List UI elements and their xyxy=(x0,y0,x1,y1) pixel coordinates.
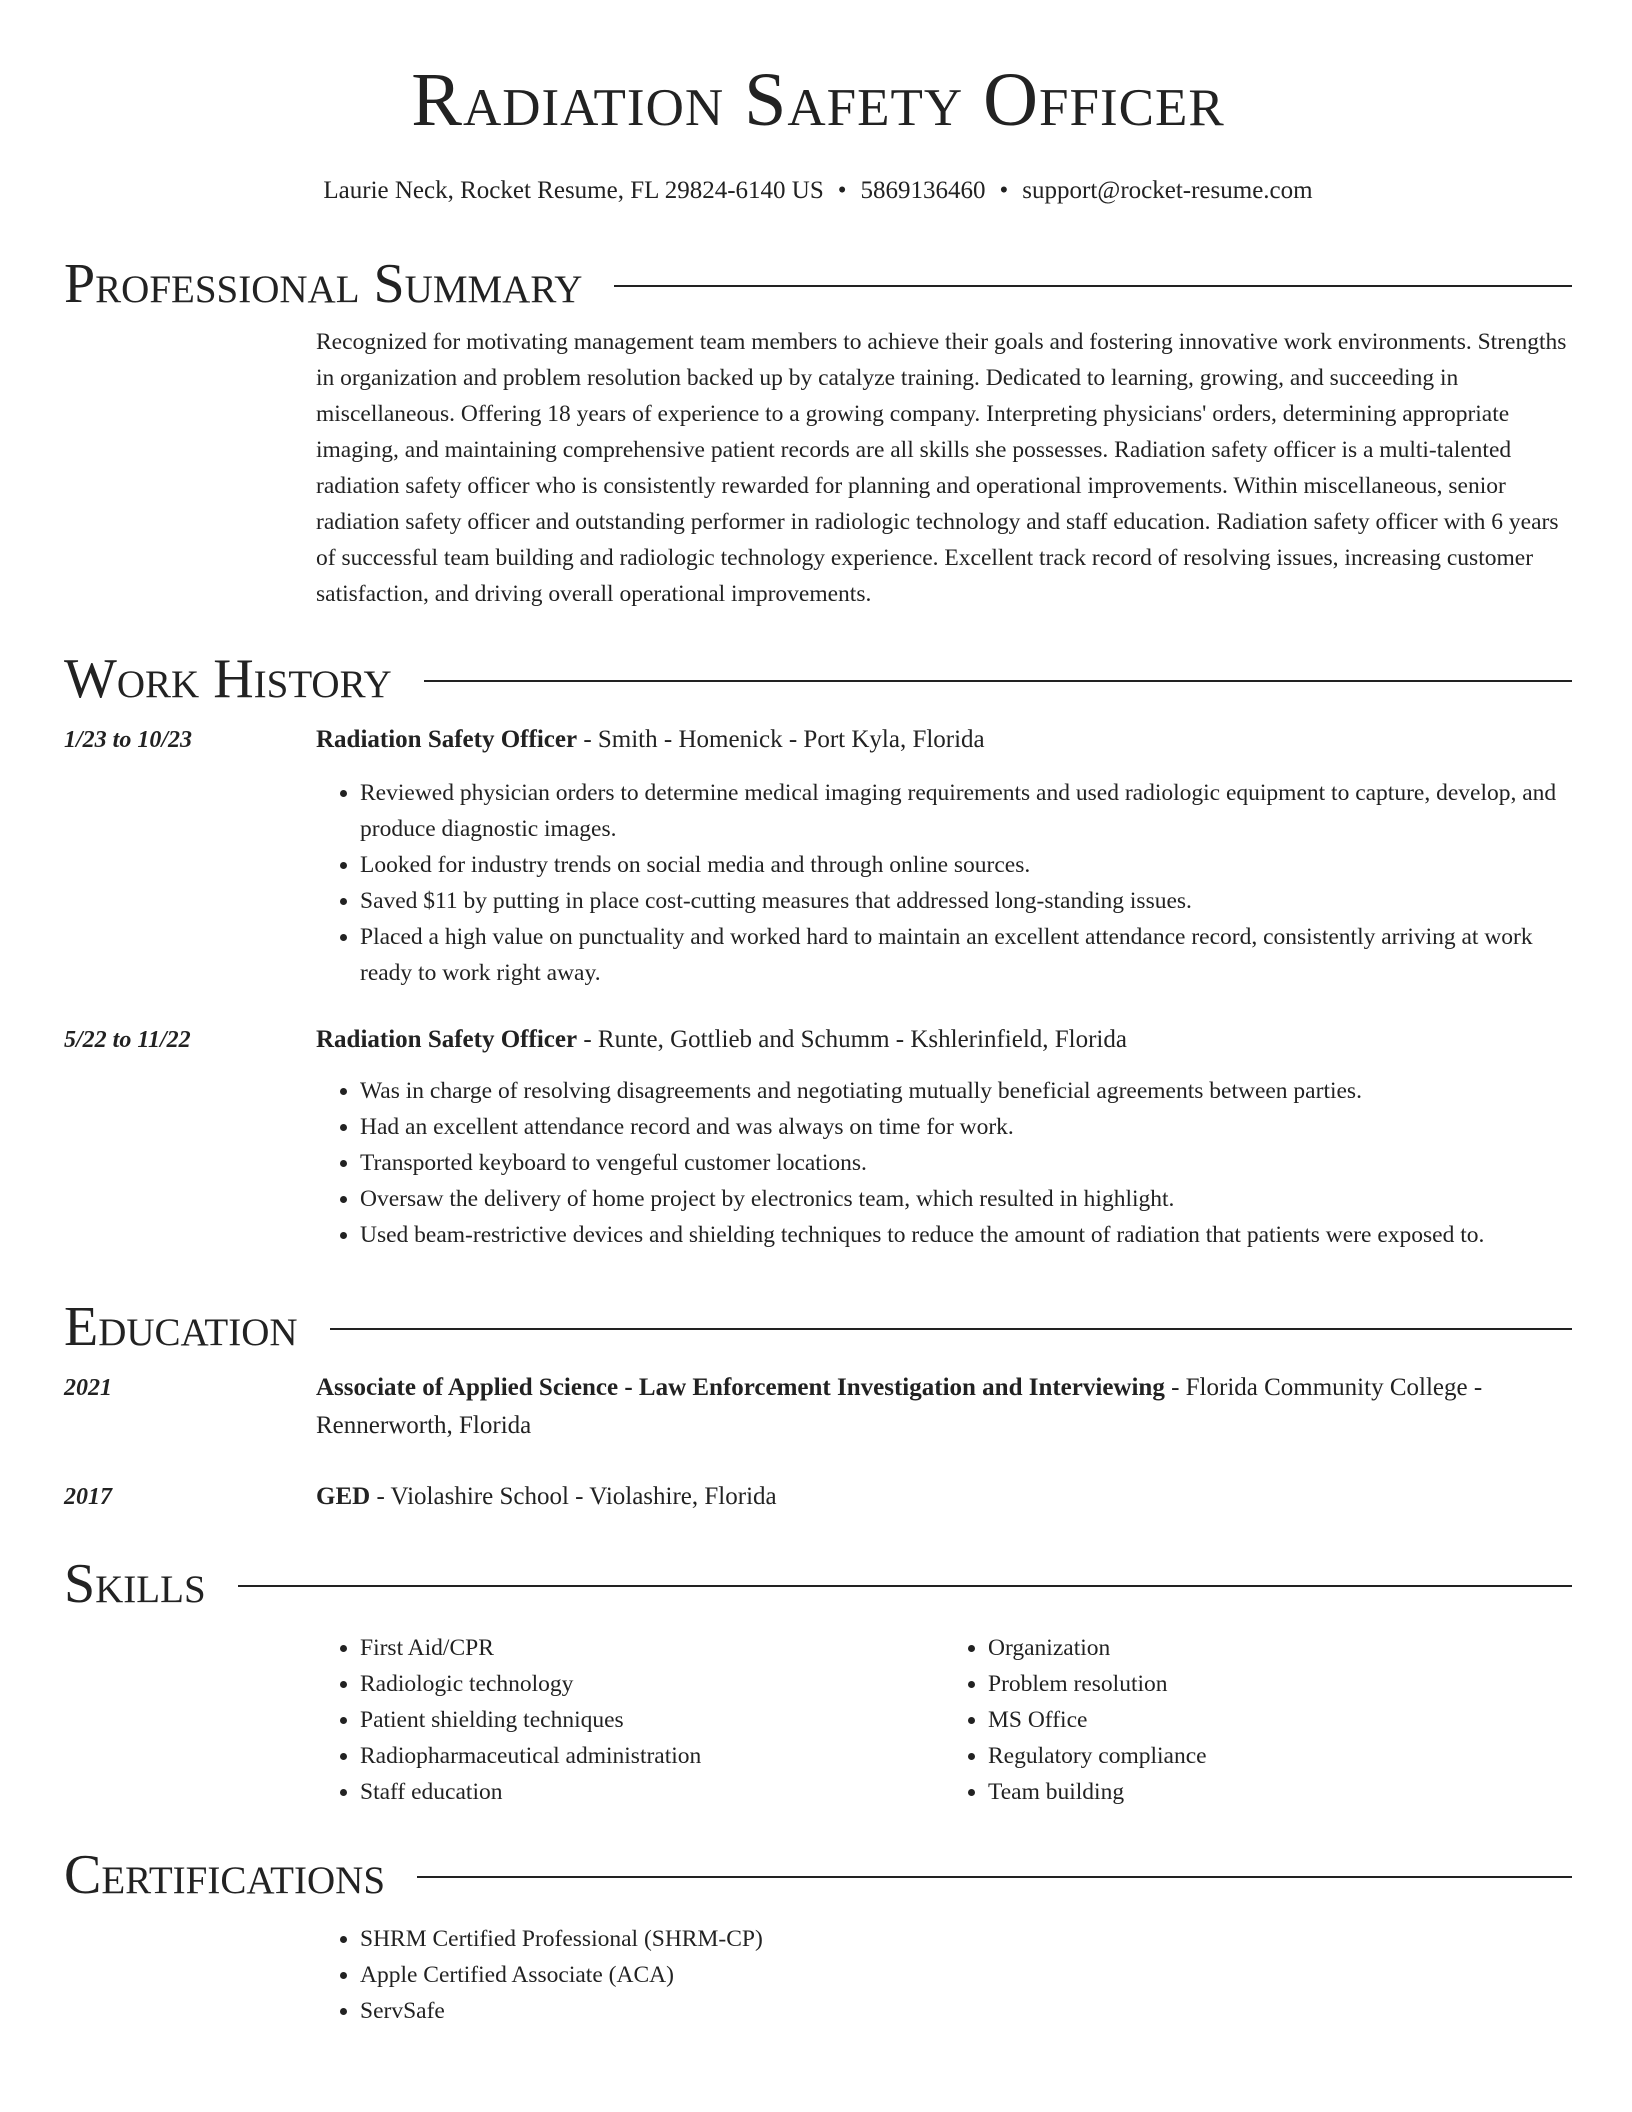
section-title-education: Education xyxy=(64,1296,298,1358)
job-role: Radiation Safety Officer xyxy=(316,1026,578,1053)
job-details: - Runte, Gottlieb and Schumm - Kshlerinfield, Florida xyxy=(577,1026,1127,1053)
contact-phone: 5869136460 xyxy=(860,177,986,204)
resume-name: Radiation Safety Officer xyxy=(411,58,1225,142)
certifications-list xyxy=(316,1921,1572,2029)
contact-line xyxy=(64,176,1572,206)
job-entry xyxy=(64,1021,1572,1253)
section-divider xyxy=(424,680,1572,682)
job-dates: 1/23 to 10/23 xyxy=(64,727,193,753)
section-header xyxy=(64,254,1572,314)
education-section xyxy=(64,1297,1572,1516)
education-degree: Associate of Applied Science - Law Enforcement Investigation and Interviewing xyxy=(316,1374,1165,1401)
section-header xyxy=(64,1554,1572,1614)
job-bullets xyxy=(316,1073,1572,1253)
list-item: • Reviewed physician orders to determine medical imaging requirements and used radiologic equipment to capture, develop, and produce diagnostic images. xyxy=(360,775,1572,847)
section-header xyxy=(64,1297,1572,1357)
section-title-skills: Skills xyxy=(64,1553,206,1615)
skill-item: • Team building xyxy=(988,1774,1572,1810)
education-heading xyxy=(316,1478,1572,1516)
list-item: • Placed a high value on punctuality and worked hard to maintain an excellent attendance record, consistently arriving at work ready to work right away. xyxy=(360,919,1572,991)
skill-item: • Problem resolution xyxy=(988,1666,1572,1702)
contact-separator: • xyxy=(999,177,1009,204)
job-dates: 5/22 to 11/22 xyxy=(64,1027,191,1053)
list-item: • Was in charge of resolving disagreements and negotiating mutually beneficial agreements between parties. xyxy=(360,1073,1572,1109)
section-title-work: Work History xyxy=(64,648,392,710)
summary-section xyxy=(64,254,1572,612)
education-details: - Florida Community College - Rennerworth, Florida xyxy=(316,1374,1483,1439)
list-item: • Had an excellent attendance record and was always on time for work. xyxy=(360,1109,1572,1145)
section-title-summary: Professional Summary xyxy=(64,253,583,315)
contact-email: support@rocket-resume.com xyxy=(1022,177,1313,204)
education-entry xyxy=(64,1478,1572,1516)
education-degree: GED xyxy=(316,1483,371,1510)
section-divider xyxy=(330,1328,1572,1330)
job-details: - Smith - Homenick - Port Kyla, Florida xyxy=(577,726,985,753)
skill-item: • Regulatory compliance xyxy=(988,1738,1572,1774)
contact-address: Laurie Neck, Rocket Resume, FL 29824-6140 US xyxy=(323,177,824,204)
job-entry xyxy=(64,721,1572,991)
skills-grid xyxy=(316,1630,1572,1810)
skill-item: • Patient shielding techniques xyxy=(360,1702,944,1738)
section-header xyxy=(64,649,1572,709)
section-divider xyxy=(417,1876,1572,1878)
certification-item: • ServSafe xyxy=(360,1993,1572,2029)
skill-item: • First Aid/CPR xyxy=(360,1630,944,1666)
job-bullets xyxy=(316,775,1572,991)
education-year: 2021 xyxy=(64,1375,112,1401)
list-item: • Used beam-restrictive devices and shielding techniques to reduce the amount of radiation that patients were exposed to. xyxy=(360,1217,1572,1253)
section-divider xyxy=(238,1585,1572,1587)
skills-column-right xyxy=(944,1630,1572,1810)
list-item: • Looked for industry trends on social media and through online sources. xyxy=(360,847,1572,883)
education-heading xyxy=(316,1369,1572,1445)
job-role: Radiation Safety Officer xyxy=(316,726,578,753)
skill-item: • Radiopharmaceutical administration xyxy=(360,1738,944,1774)
job-heading xyxy=(316,721,1572,759)
skills-column-left xyxy=(316,1630,944,1810)
section-divider xyxy=(614,285,1572,287)
skills-section xyxy=(64,1554,1572,1810)
skill-item: • Organization xyxy=(988,1630,1572,1666)
skill-item: • Staff education xyxy=(360,1774,944,1810)
certification-item: • Apple Certified Associate (ACA) xyxy=(360,1957,1572,1993)
job-heading xyxy=(316,1021,1572,1059)
list-item: • Transported keyboard to vengeful customer locations. xyxy=(360,1145,1572,1181)
section-title-certifications: Certifications xyxy=(64,1844,386,1906)
certifications-section xyxy=(64,1845,1572,2029)
education-details: - Violashire School - Violashire, Florida xyxy=(370,1483,777,1510)
summary-text: Recognized for motivating management team members to achieve their goals and fostering innovative work environments. Strengths in organization and problem resolution backed up by catalyze training. Dedicated to learning, growing, and succeeding in miscellaneous. Offering 18 years of experience to a growing company. Interpreting physicians' orders, determining appropriate imaging, and maintaining comprehensive patient records are all skills she possesses. Radiation safety officer is a multi-talented radiation safety officer who is consistently rewarded for planning and operational improvements. Within miscellaneous, senior radiation safety officer and outstanding performer in radiologic technology and staff education. Radiation safety officer with 6 years of successful team building and radiologic technology experience. Excellent track record of resolving issues, increasing customer satisfaction, and driving overall operational improvements. xyxy=(316,329,1567,607)
education-year: 2017 xyxy=(64,1484,112,1510)
contact-separator: • xyxy=(837,177,847,204)
section-header xyxy=(64,1845,1572,1905)
certification-item: • SHRM Certified Professional (SHRM-CP) xyxy=(360,1921,1572,1957)
skill-item: • Radiologic technology xyxy=(360,1666,944,1702)
work-history-section xyxy=(64,649,1572,1253)
education-entry xyxy=(64,1369,1572,1445)
skill-item: • MS Office xyxy=(988,1702,1572,1738)
list-item: • Oversaw the delivery of home project by electronics team, which resulted in highlight. xyxy=(360,1181,1572,1217)
list-item: • Saved $11 by putting in place cost-cutting measures that addressed long-standing issues. xyxy=(360,883,1572,919)
